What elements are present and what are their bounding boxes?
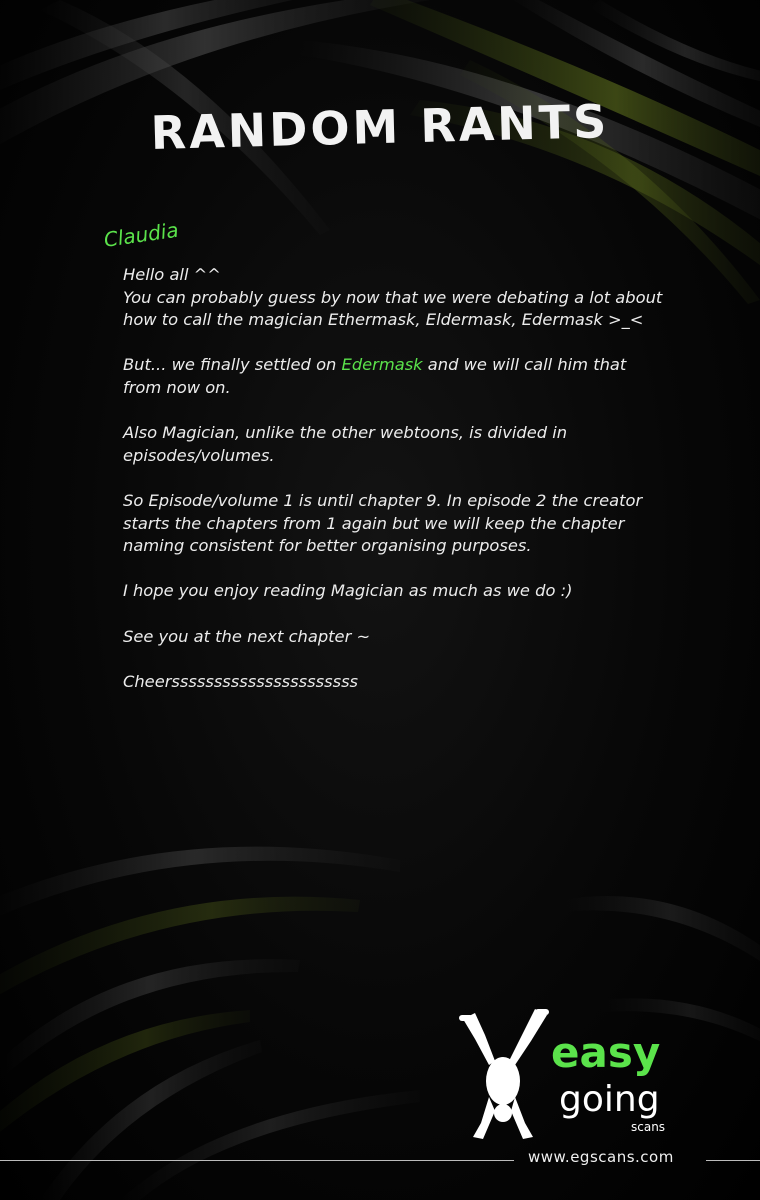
logo-word-going: going — [559, 1079, 660, 1120]
logo-word-easy: easy — [551, 1028, 661, 1077]
rant-text: You can probably guess by now that we were debating a lot about how to call the magician Ethermask, Eldermask, Edermask >_< — [123, 287, 663, 330]
highlighted-name: Edermask — [341, 355, 423, 375]
rant-body — [123, 264, 663, 716]
rant-text: But... we finally settled on — [123, 355, 342, 375]
page-title: RANDOM RANTS — [150, 94, 610, 160]
rant-text: and we will call him that from now on. — [123, 355, 627, 397]
rant-paragraph-4: So Episode/volume 1 is until chapter 9. In episode 2 the creator starts the chapters from 1 again but we will keep the chapter naming consistent for better organising purposes. — [123, 490, 643, 556]
rant-paragraph-6: See you at the next chapter ~ — [123, 626, 371, 646]
site-url[interactable]: www.egscans.com — [528, 1148, 674, 1166]
rant-paragraph-1 — [123, 264, 663, 332]
easy-going-scans-logo — [455, 1005, 685, 1145]
footer-divider-left — [0, 1160, 514, 1161]
author-name: Claudia — [102, 217, 180, 252]
handstand-figure-icon — [459, 1009, 549, 1139]
rant-paragraph-3: Also Magician, unlike the other webtoons, is divided in episodes/volumes. — [123, 423, 568, 465]
logo-word-scans: scans — [631, 1120, 666, 1134]
footer-divider-right — [706, 1160, 760, 1161]
rant-greeting: Hello all ^^ — [123, 265, 221, 284]
rant-paragraph-2 — [123, 354, 663, 399]
rant-paragraph-5: I hope you enjoy reading Magician as much as we do :) — [123, 581, 573, 601]
rant-paragraph-7: Cheerssssssssssssssssssssss — [123, 671, 359, 691]
